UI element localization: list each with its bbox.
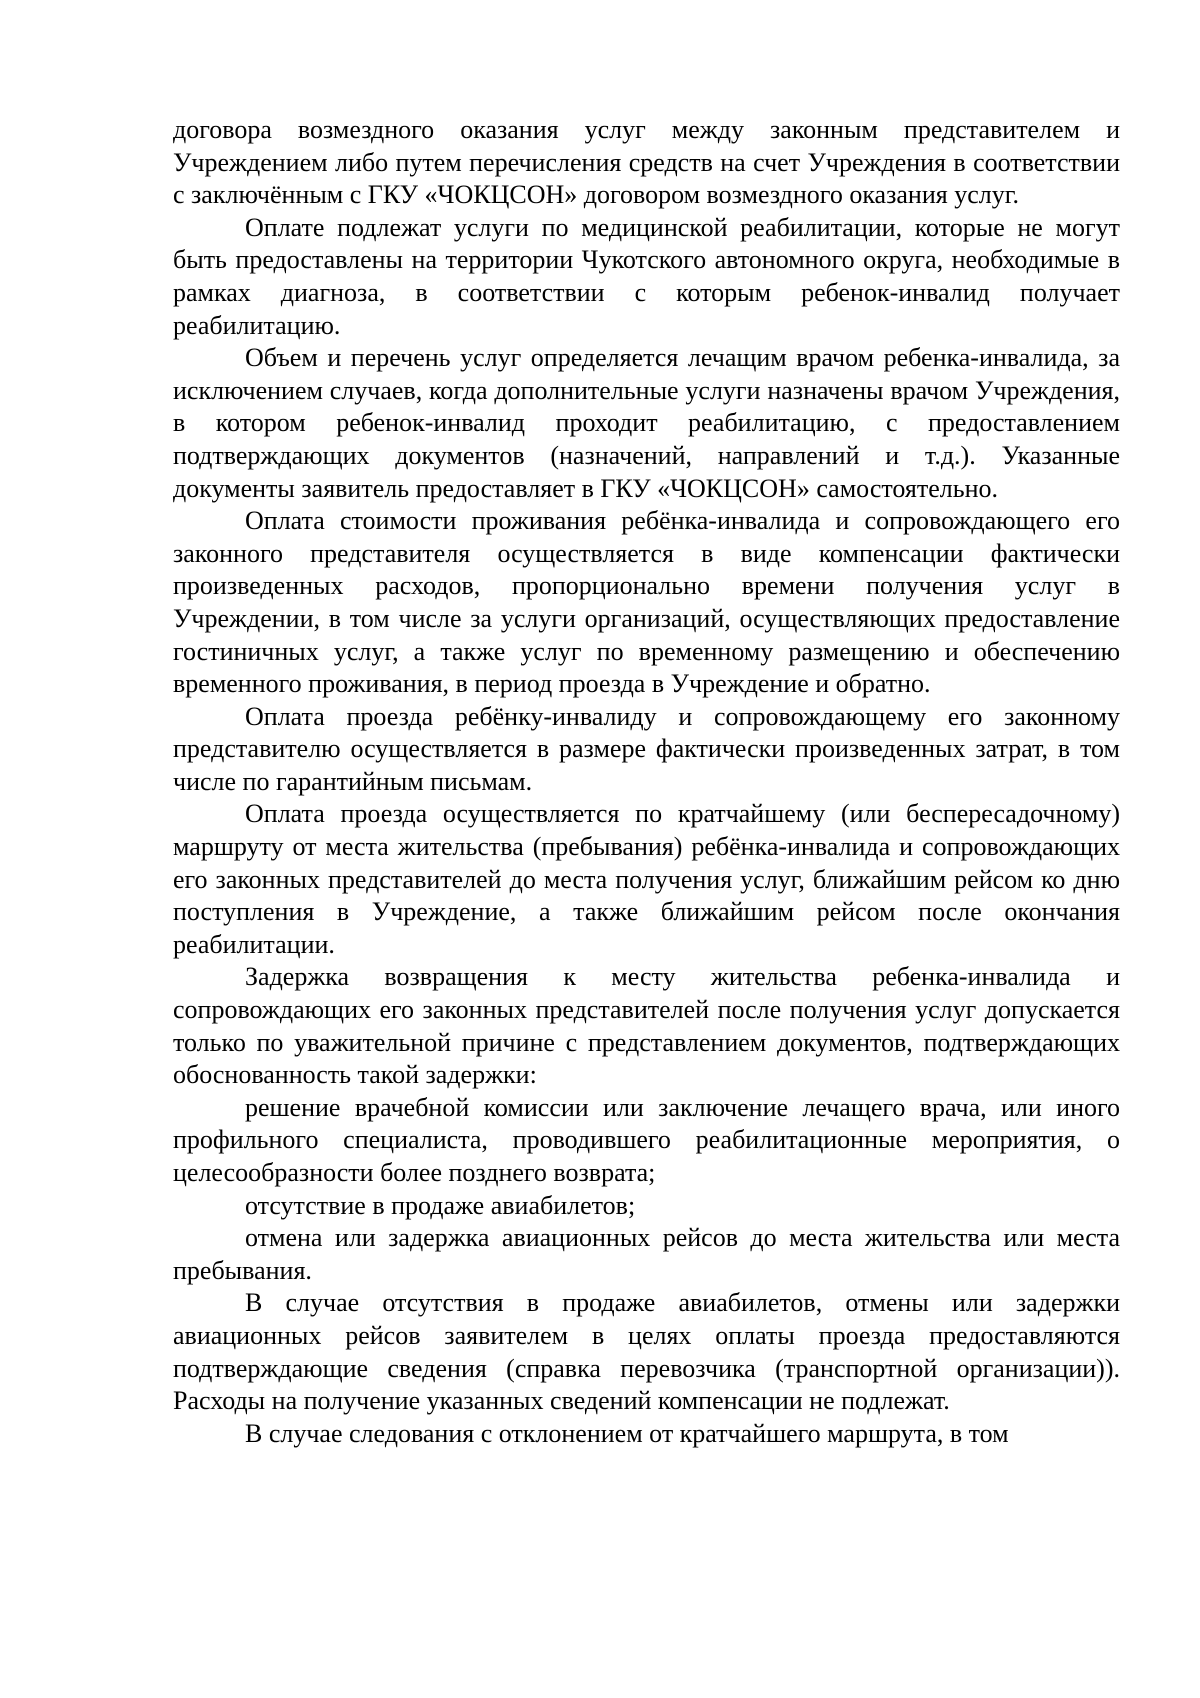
list-item-medical-commission: решение врачебной комиссии или заключение лечащего врача, или иного профильного специалиста, проводившего реабилитационные мероприятия, о целесообразности более позднего возврата; [173, 1092, 1120, 1187]
paragraph-confirming-info: В случае отсутствия в продаже авиабилетов, отмены или задержки авиационных рейсов заявителем в целях оплаты проезда предоставляются подтверждающие сведения (справка перевозчика (транспортной организации)). Расходы на получение указанных сведений компенсации не подлежат. [173, 1288, 1120, 1416]
paragraph-travel-payment: Оплата проезда ребёнку-инвалиду и сопровождающему его законному представителю осуществляется в размере фактически произведенных затрат, в том числе по гарантийным письмам. [173, 701, 1120, 796]
paragraph-accommodation-payment: Оплата стоимости проживания ребёнка-инвалида и сопровождающего его законного представителя осуществляется в виде компенсации фактически произведенных расходов, пропорционально времени получения услуг в Учреждении, в том числе за услуги организаций, осуществляющих предоставление гостиничных услуг, а также услуг по временному размещению и обеспечению временного проживания, в период проезда в Учреждение и обратно. [173, 506, 1120, 699]
paragraph-contract-continuation: договора возмездного оказания услуг между законным представителем и Учреждением либо путем перечисления средств на счет Учреждения в соответствии с заключённым с ГКУ «ЧОКЦСОН» договором возмездного оказания услуг. [173, 115, 1120, 210]
list-item-flight-cancellation: отмена или задержка авиационных рейсов до места жительства или места пребывания. [173, 1223, 1120, 1285]
paragraph-route-deviation: В случае следования с отклонением от кратчайшего маршрута, в том [245, 1418, 1009, 1448]
list-item-no-tickets: отсутствие в продаже авиабилетов; [245, 1190, 636, 1220]
paragraph-services-scope: Объем и перечень услуг определяется лечащим врачом ребенка-инвалида, за исключением случаев, когда дополнительные услуги назначены врачом Учреждения, в котором ребенок-инвалид проходит реабилитацию, с предоставлением подтверждающих документов (назначений, направлений и т.д.). Указанные документы заявитель предоставляет в ГКУ «ЧОКЦСОН» самостоятельно. [173, 343, 1120, 503]
paragraph-payable-services: Оплате подлежат услуги по медицинской реабилитации, которые не могут быть предоставлены на территории Чукотского автономного округа, необходимые в рамках диагноза, в соответствии с которым ребенок-инвалид получает реабилитацию. [173, 212, 1120, 340]
paragraph-shortest-route: Оплата проезда осуществляется по кратчайшему (или беспересадочному) маршруту от места жительства (пребывания) ребёнка-инвалида и сопровождающих его законных представителей до места получения услуг, ближайшим рейсом ко дню поступления в Учреждение, а также ближайшим рейсом после окончания реабилитации. [173, 799, 1120, 959]
paragraph-return-delay: Задержка возвращения к месту жительства ребенка-инвалида и сопровождающих его законных представителей после получения услуг допускается только по уважительной причине с представлением документов, подтверждающих обоснованность такой задержки: [173, 962, 1120, 1090]
document-body [173, 114, 1120, 1450]
